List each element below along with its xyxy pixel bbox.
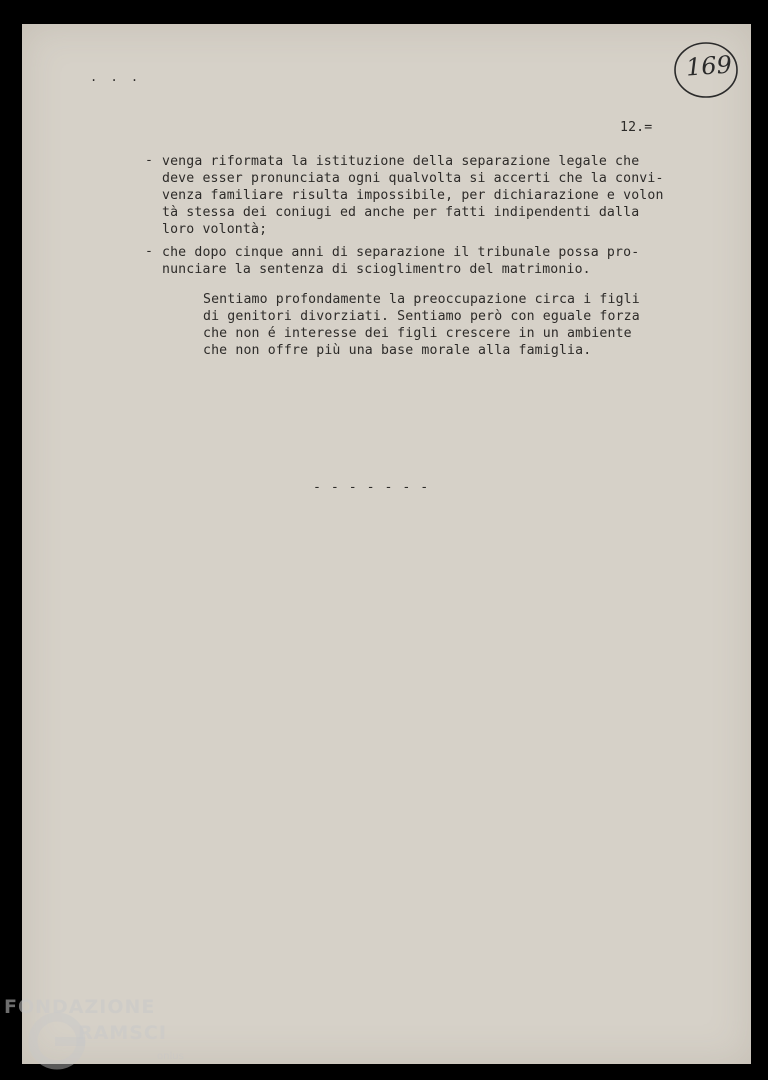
bullet-line: venza familiare risulta impossibile, per dichiarazione e volon (162, 188, 664, 203)
bullet-line: deve esser pronunciata ogni qualvolta si accerti che la convi- (162, 171, 664, 186)
bullet-line: tà stessa dei coniugi ed anche per fatti indipendenti dalla (162, 205, 640, 220)
paragraph-line: di genitori divorziati. Sentiamo però con eguale forza (203, 309, 640, 324)
bullet-line: loro volontà; (162, 222, 268, 237)
separator-line: - - - - - - - (313, 480, 430, 495)
paragraph-line: Sentiamo profondamente la preoccupazione circa i figli (203, 292, 640, 307)
watermark-text: RAMSCI (78, 1022, 167, 1044)
header-marks: . . . (90, 70, 142, 84)
watermark-text: FONDAZIONE (4, 996, 156, 1018)
paragraph-line: che non offre più una base morale alla famiglia. (203, 343, 592, 358)
page-number: 12.= (620, 120, 653, 135)
bullet-dash: - (145, 153, 154, 168)
watermark-text: onlus (157, 1051, 184, 1062)
bullet-line: nunciare la sentenza di scioglimentro del matrimonio. (162, 262, 591, 277)
bullet-dash: - (145, 244, 154, 259)
bullet-line: che dopo cinque anni di separazione il tribunale possa pro- (162, 245, 640, 260)
bullet-line: venga riformata la istituzione della separazione legale che (162, 154, 640, 169)
folio-number: 169 (685, 50, 733, 82)
paragraph-line: che non é interesse dei figli crescere in un ambiente (203, 326, 632, 341)
